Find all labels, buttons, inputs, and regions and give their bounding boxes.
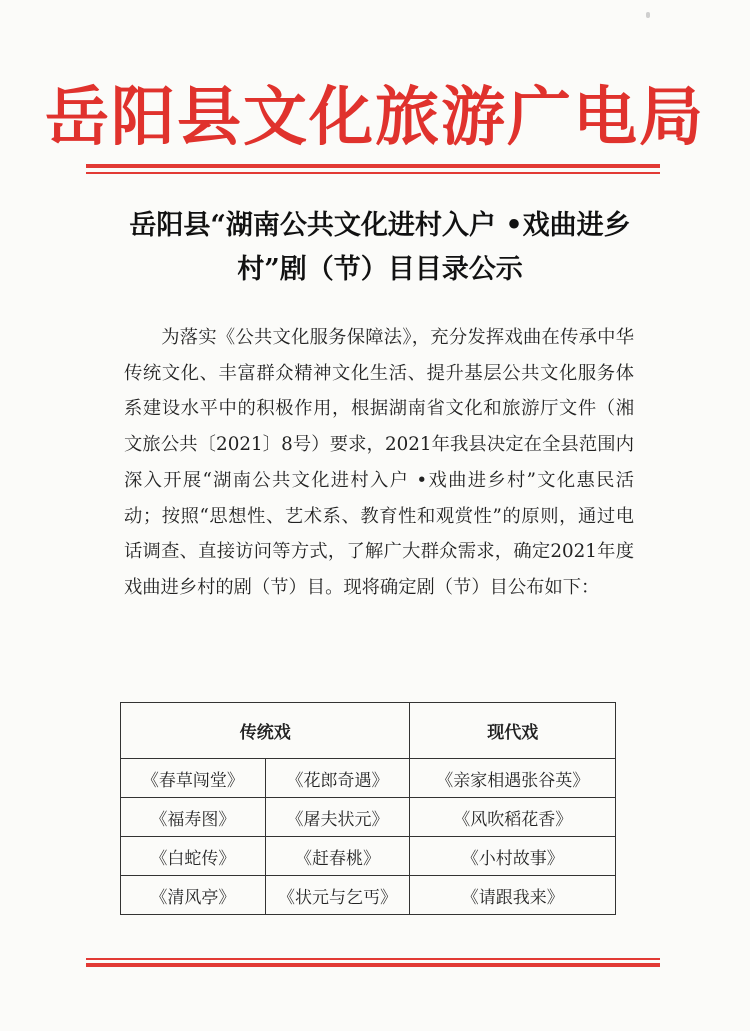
table-cell: 《屠夫状元》 <box>265 798 410 837</box>
organization-header: 岳阳县文化旅游广电局 <box>45 80 705 155</box>
table-cell: 《花郎奇遇》 <box>265 759 410 798</box>
header-rule-thick <box>86 164 660 168</box>
table-cell: 《白蛇传》 <box>121 837 266 876</box>
table-cell: 《亲家相遇张谷英》 <box>410 759 616 798</box>
table-cell: 《福寿图》 <box>121 798 266 837</box>
repertoire-table <box>120 702 616 915</box>
table-cell: 《春草闯堂》 <box>121 759 266 798</box>
table-cell: 《状元与乞丐》 <box>265 876 410 915</box>
scan-speck <box>646 12 650 18</box>
footer-rule-thin <box>86 958 660 960</box>
footer-rule-thick <box>86 963 660 967</box>
body-section <box>124 320 634 606</box>
header-traditional: 传统戏 <box>121 703 410 759</box>
title-line-1: 岳阳县“湖南公共文化进村入户 •戏曲进乡 <box>129 210 631 241</box>
header-rule-thin <box>86 172 660 174</box>
table-cell: 《赶春桃》 <box>265 837 410 876</box>
table-row <box>121 798 616 837</box>
body-paragraph: 为落实《公共文化服务保障法》，充分发挥戏曲在传承中华传统文化、丰富群众精神文化生活、提升基层公共文化服务体系建设水平中的积极作用，根据湖南省文化和旅游厅文件（湘文旅公共〔2021〕8号）要求，2021年我县决定在全县范围内深入开展“湖南公共文化进村入户 •戏曲进乡村”文化惠民活动；按照“思想性、艺术系、教育性和观赏性”的原则，通过电话调查、直接访问等方式，了解广大群众需求，确定2021年度戏曲进乡村的剧（节）目。现将确定剧（节）目公布如下： <box>124 327 634 598</box>
table-cell: 《小村故事》 <box>410 837 616 876</box>
document-title <box>100 204 660 292</box>
table-row <box>121 759 616 798</box>
table-row <box>121 837 616 876</box>
title-line-2: 村”剧（节）目目录公示 <box>237 254 523 285</box>
table-header-row <box>121 703 616 759</box>
table-cell: 《清风亭》 <box>121 876 266 915</box>
table-cell: 《风吹稻花香》 <box>410 798 616 837</box>
table-cell: 《请跟我来》 <box>410 876 616 915</box>
table-row <box>121 876 616 915</box>
header-modern: 现代戏 <box>410 703 616 759</box>
